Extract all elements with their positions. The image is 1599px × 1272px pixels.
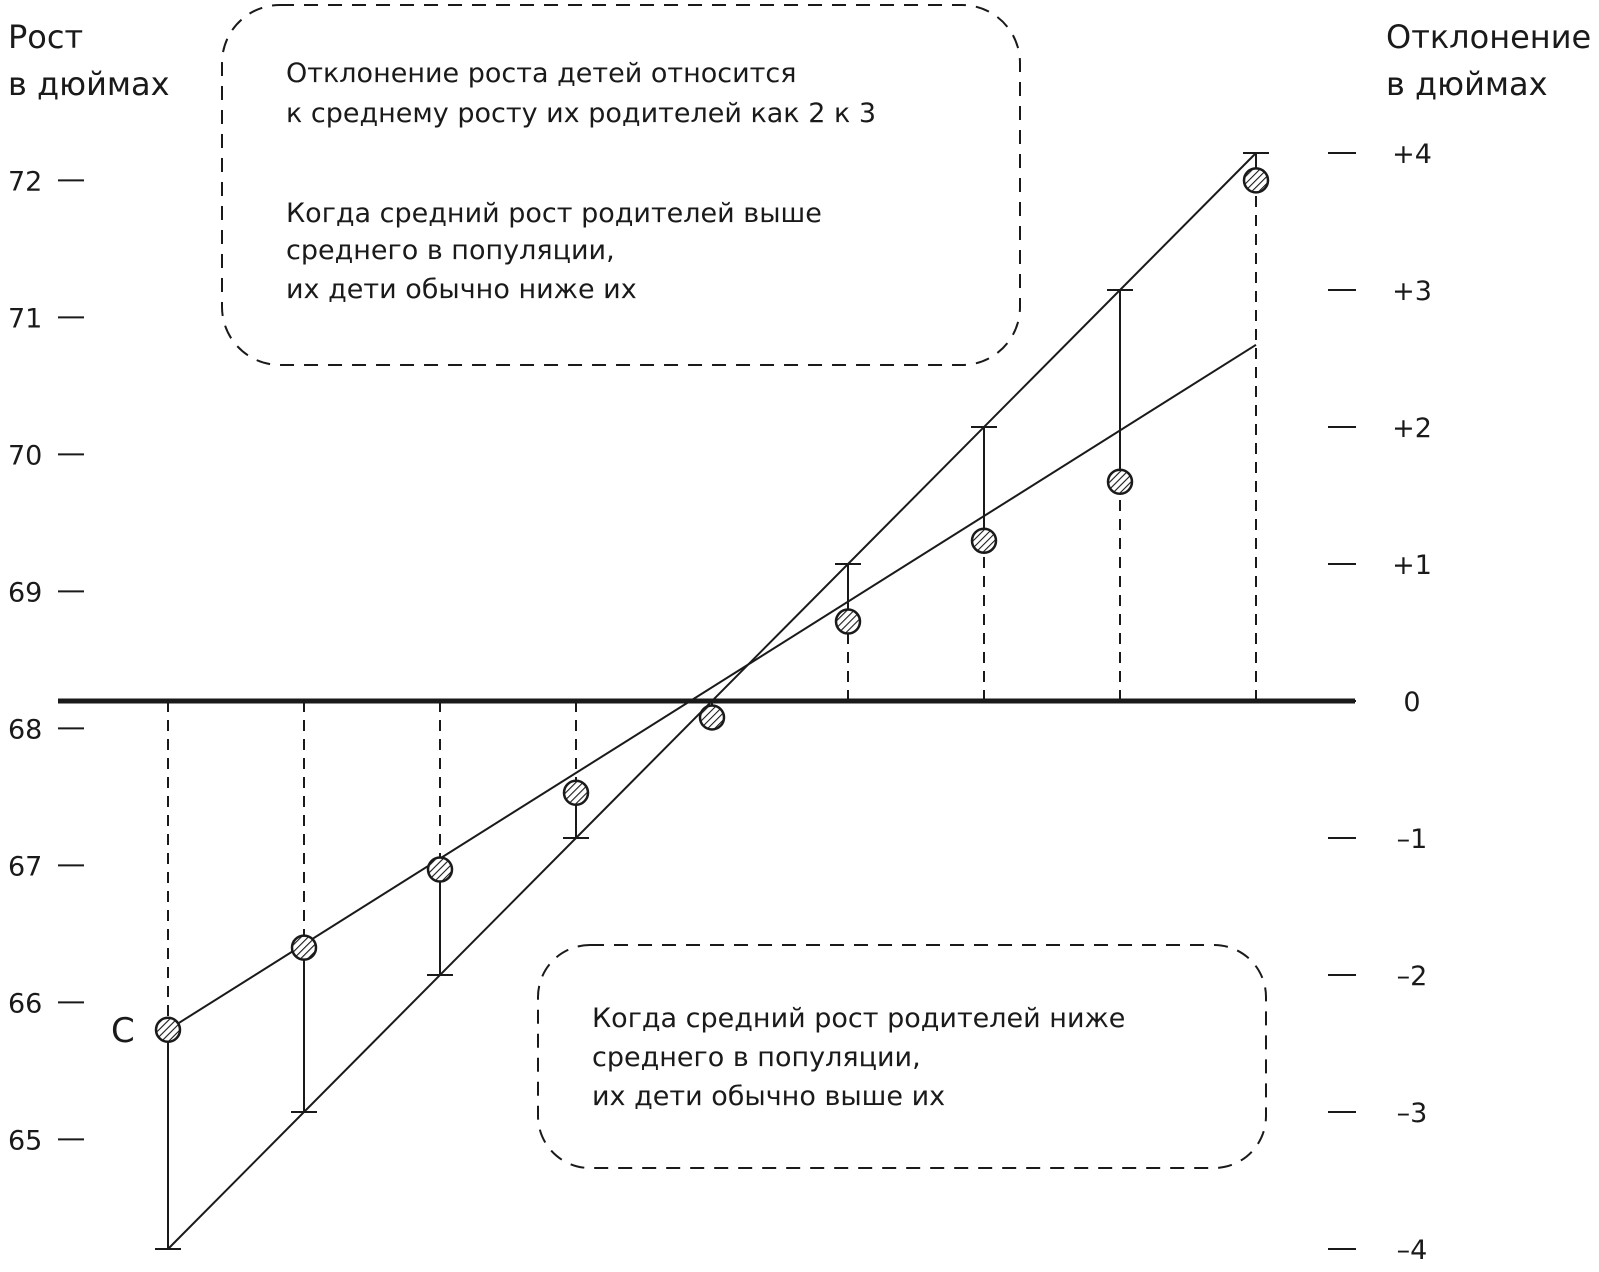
data-point	[292, 936, 316, 960]
left-tick-label: 68	[8, 714, 43, 746]
left-tick-label: 72	[8, 166, 43, 198]
left-tick-label: 67	[8, 851, 43, 883]
data-point	[972, 529, 996, 553]
right-tick-label: +2	[1392, 413, 1432, 444]
top-note-line4: среднего в популяции,	[286, 235, 615, 266]
left-axis-title-line1: Рост	[8, 18, 84, 56]
left-tick-label: 65	[8, 1125, 43, 1157]
right-axis-title-line2: в дюймах	[1386, 65, 1548, 103]
regression-line	[168, 345, 1256, 1030]
left-tick-label: 70	[8, 440, 43, 472]
data-point	[564, 781, 588, 805]
data-points	[111, 168, 1268, 1050]
data-point	[428, 858, 452, 882]
left-tick-label: 71	[8, 303, 43, 335]
top-note-line2: к среднему росту их родителей как 2 к 3	[286, 98, 877, 129]
data-point	[836, 610, 860, 634]
top-note-line5: их дети обычно ниже их	[286, 274, 637, 305]
left-tick-label: 69	[8, 577, 43, 609]
right-tick-label: –4	[1396, 1235, 1428, 1266]
data-point	[156, 1018, 180, 1042]
left-axis-title-line2: в дюймах	[8, 65, 170, 103]
top-note-line3: Когда средний рост родителей выше	[286, 198, 822, 229]
right-tick-label: –1	[1396, 824, 1428, 855]
left-axis-ticks	[8, 166, 84, 1156]
data-point	[700, 705, 724, 729]
right-tick-label: +1	[1392, 550, 1432, 581]
right-tick-label: –2	[1396, 961, 1428, 992]
right-tick-label: +4	[1392, 139, 1432, 170]
left-tick-label: 66	[8, 988, 43, 1020]
right-axis-title-line1: Отклонение	[1386, 18, 1592, 56]
bottom-note-line3: их дети обычно выше их	[592, 1081, 946, 1112]
point-label: C	[111, 1010, 135, 1051]
top-note-line1: Отклонение роста детей относится	[286, 58, 797, 89]
data-point	[1108, 470, 1132, 494]
data-point	[1244, 168, 1268, 192]
right-tick-label: +3	[1392, 276, 1432, 307]
bottom-note-line1: Когда средний рост родителей ниже	[592, 1003, 1126, 1034]
right-tick-label: 0	[1403, 687, 1421, 718]
bottom-note-line2: среднего в популяции,	[592, 1042, 921, 1073]
right-tick-label: –3	[1396, 1098, 1428, 1129]
